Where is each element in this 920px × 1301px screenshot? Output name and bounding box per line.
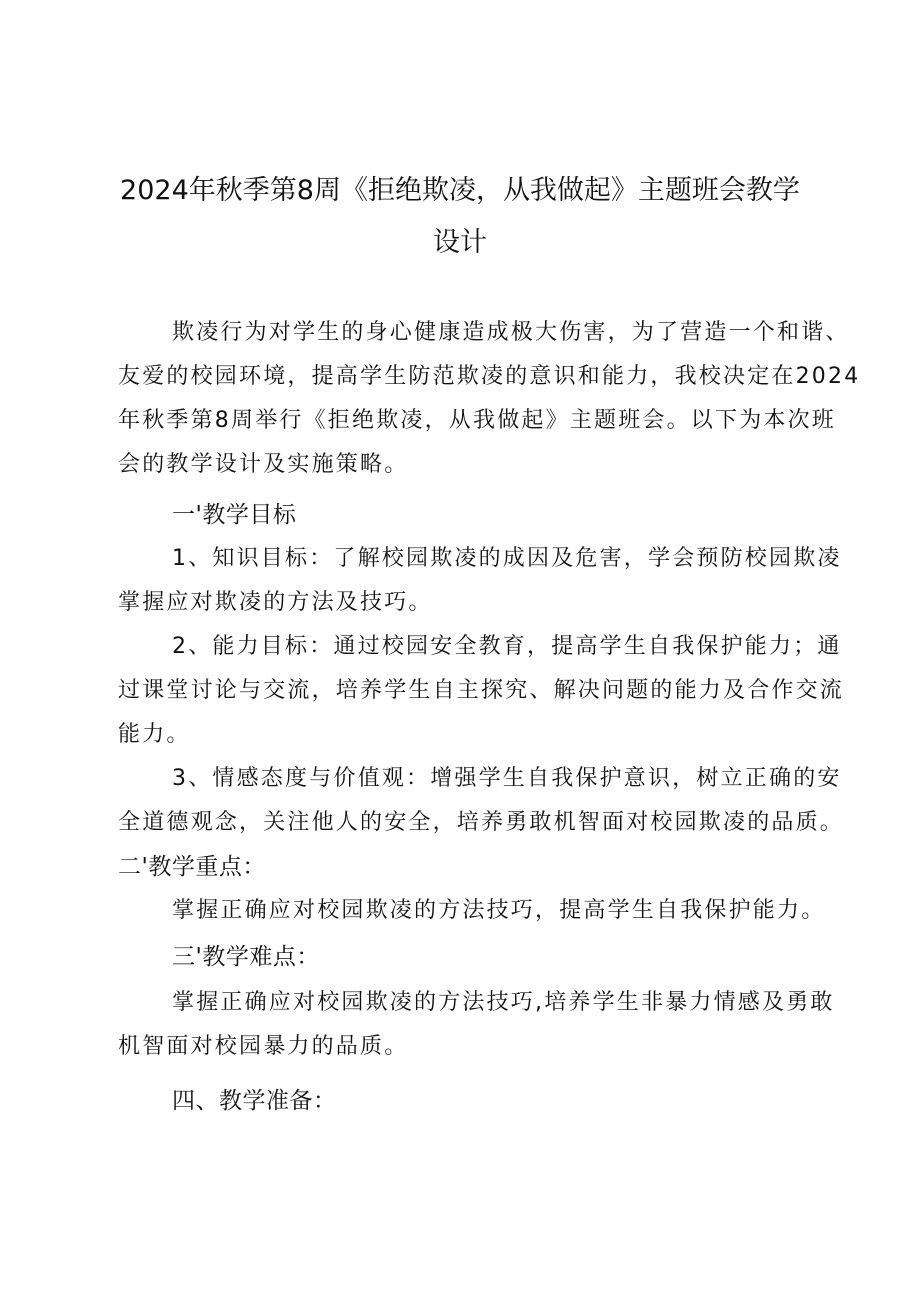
document-title-line-1: 2024年秋季第8周《拒绝欺凌，从我做起》主题班会教学 [120,175,800,206]
goal-2-line-3: 能力。 [118,722,191,747]
key-point-text: 掌握正确应对校园欺凌的方法技巧，提高学生自我保护能力。 [172,898,826,923]
section-heading-preparation: 四、教学准备： [172,1088,337,1114]
goal-3-line-1: 3、情感态度与价值观：增强学生自我保护意识，树立正确的安 [172,766,842,791]
difficulty-line-1: 掌握正确应对校园欺凌的方法技巧,培养学生非暴力情感及勇敢 [172,990,835,1015]
goal-2-line-1: 2、能力目标：通过校园安全教育，提高学生自我保护能力；通 [172,634,842,659]
intro-line-2: 友爱的校园环境，提高学生防范欺凌的意识和能力，我校决定在2024 [118,364,861,389]
intro-line-3: 年秋季第8周举行《拒绝欺凌，从我做起》主题班会。以下为本次班 [118,408,836,433]
goal-1-line-2: 掌握应对欺凌的方法及技巧。 [118,590,433,615]
section-heading-difficulties: 三'教学难点： [172,944,320,970]
intro-line-1: 欺凌行为对学生的身心健康造成极大伤害，为了营造一个和谐、 [172,320,850,345]
section-heading-objectives: 一'教学目标 [172,502,297,528]
section-heading-key-points: 二'教学重点： [118,854,266,880]
goal-1-line-1: 1、知识目标：了解校园欺凌的成因及危害，学会预防校园欺凌 [172,546,842,571]
goal-3-line-2: 全道德观念，关注他人的安全，培养勇敢机智面对校园欺凌的品质。 [118,810,845,835]
document-title-line-2: 设计 [433,227,487,258]
goal-2-line-2: 过课堂讨论与交流，培养学生自主探究、解决问题的能力及合作交流 [118,678,845,703]
intro-line-4: 会的教学设计及实施策略。 [118,452,409,477]
difficulty-line-2: 机智面对校园暴力的品质。 [118,1034,409,1059]
